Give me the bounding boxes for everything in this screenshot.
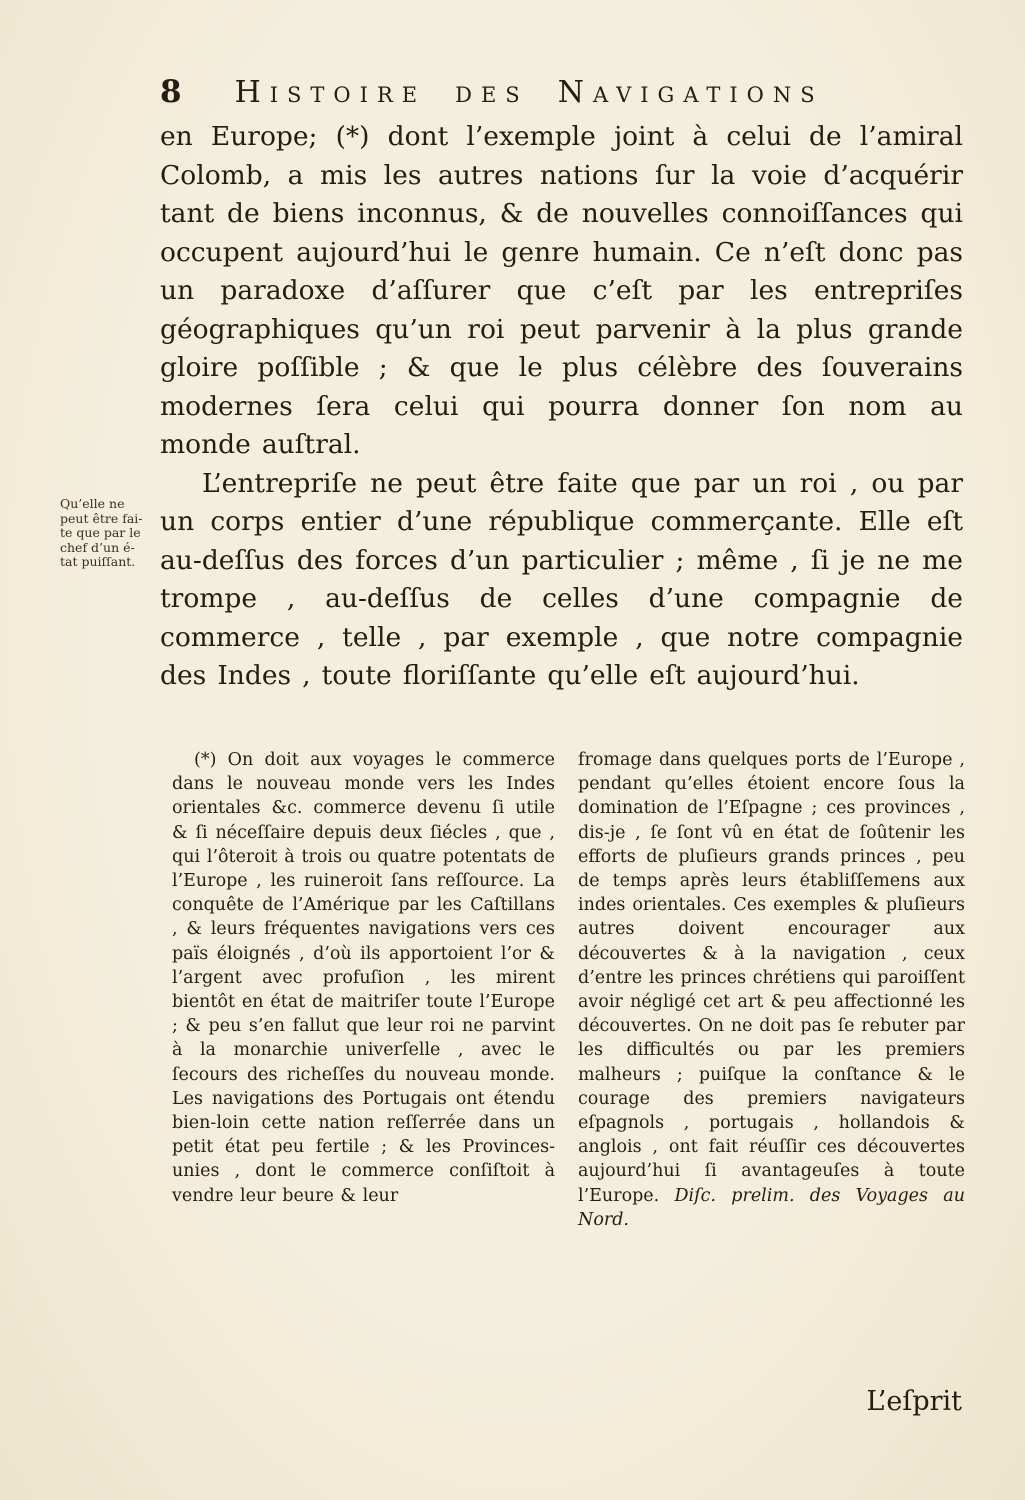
footnote-right-text: fromage dans quelques ports de l’Europe , pendant qu’elles étoient encore ſous la domination de l’Eſpagne ; ces provinces , dis-je , ſe ſont vû en état de ſoûtenir les efforts de pluſieurs grands princes , peu de temps après leurs établiſſemens aux indes orientales. Ces exemples & pluſieurs autres doivent encourager aux découvertes & à la navigation , ceux d’entre les princes chrétiens qui paroiſſent avoir négligé cet art & peu affectionné les découvertes. On ne doit pas ſe rebuter par les difficultés ou par les premiers malheurs ; puiſque la conſtance & le courage des premiers navigateurs eſpagnols , portugais , hollandois & anglois , ont fait réuſſir ces découvertes aujourd’hui ſi avantageuſes à toute l’Europe. — [578, 750, 965, 1206]
margin-note — [60, 497, 166, 570]
footnote-column-left: (*) On doit aux voyages le commerce dans le nouveau monde vers les Indes orientales &c. commerce devenu ſi utile & ſi néceſſaire depuis deux ſiécles , que , qui l’ôteroit à trois ou quatre potentats de l’Europe , les ruineroit ſans reſſource. La conquête de l’Amérique par les Caſtillans , & leurs fréquentes navigations vers ces païs éloignés , d’où ils apportoient l’or & l’argent avec profuſion , les mirent bientôt en état de maitriſer toute l’Europe ; & peu s’en fallut que leur roi ne parvint à la monarchie univerſelle , avec le ſecours des richeſſes du nouveau monde. Les navigations des Portugais ont étendu bien-loin cette nation reſſerrée dans un petit état peu fertile ; & les Provinces-unies , dont le commerce conſiſtoit à vendre leur beure & leur — [172, 750, 555, 1206]
paragraph-entreprise: L’entrepriſe ne peut être faite que par un roi , ou par un corps entier d’une république commerçante. Elle eſt au-deſſus des forces d’un particulier ; même , ſi je ne me trompe , au-deſſus de celles d’une compagnie de commerce , telle , par exemple , que notre compagnie des Indes , toute floriſſante qu’elle eſt aujourd’hui. — [160, 467, 963, 691]
catchword: L’eſprit — [866, 1386, 962, 1417]
footnote-column-right — [578, 748, 965, 1232]
margin-note-line: tat puiſſant. — [60, 554, 136, 569]
margin-note-line: Qu’elle ne — [60, 496, 125, 511]
margin-note-line: chef d’un é- — [60, 539, 135, 555]
running-title: Histoire des Navigations — [234, 75, 824, 110]
margin-note-line: peut être fai- — [60, 510, 143, 526]
paragraph-continuation: en Europe; (*) dont l’exemple joint à celui de l’amiral Colomb, a mis les autres nations ſur la voie d’acquérir tant de biens inconnus, & de nouvelles connoiſſances qui occupent aujourd’hui le genre humain. Ce n’eſt donc pas un paradoxe d’aſſurer que c’eſt par les entrepriſes géographiques qu’un roi peut parvenir à la plus grande gloire poſſible ; & que le plus célèbre des ſouverains modernes ſera celui qui pourra donner ſon nom au monde auſtral. — [160, 121, 963, 460]
page-header — [160, 74, 963, 110]
footnote-citation: Diſc. prelim. des Voyages au Nord. — [578, 1185, 965, 1230]
main-text-block — [160, 118, 963, 696]
page-number: 8 — [160, 74, 183, 110]
margin-note-line: te que par le — [60, 525, 141, 540]
